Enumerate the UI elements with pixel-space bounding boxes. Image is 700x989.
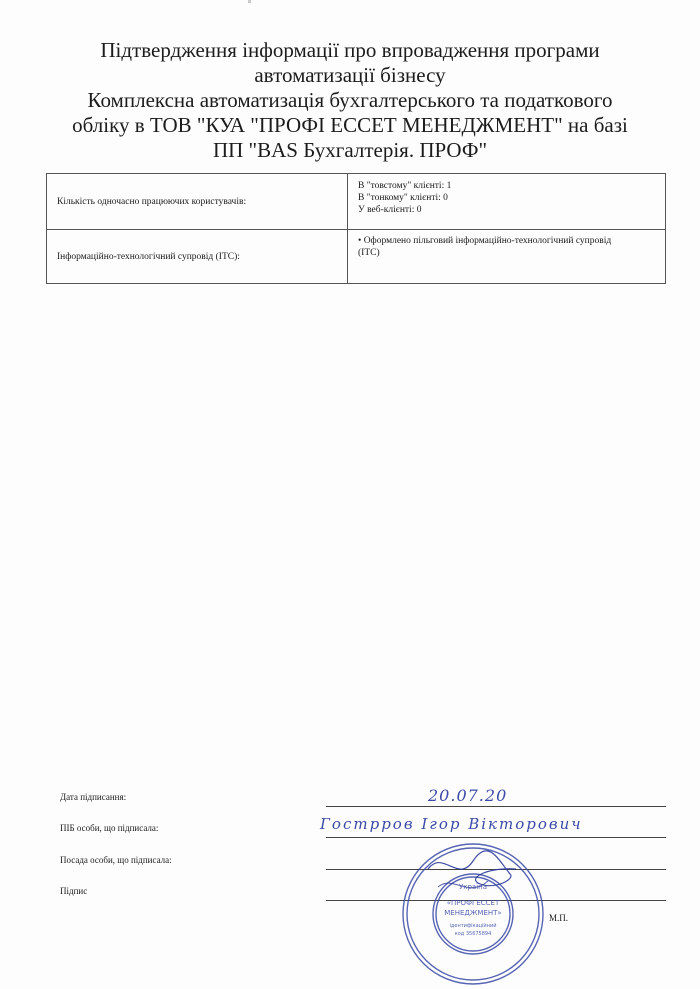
its-value-line-1: • Оформлено пільговий інформаційно-технологічний супровід	[358, 236, 612, 246]
handwritten-name: Гострров Ігор Вікторович	[320, 815, 583, 833]
signature-label: Підпис	[60, 886, 88, 896]
web-client-count: У веб-клієнті: 0	[358, 205, 422, 215]
svg-text:Україна: Україна	[458, 883, 488, 891]
thick-client-count: В "товстому" клієнті: 1	[358, 181, 452, 191]
its-value-line-2: (ІТС)	[358, 248, 380, 258]
table-row-users	[47, 174, 666, 230]
thin-client-count: В "тонкому" клієнті: 0	[358, 193, 448, 203]
company-seal	[398, 839, 548, 989]
name-label: ПІБ особи, що підписала:	[60, 823, 159, 833]
svg-text:ідентифікаційний: ідентифікаційний	[449, 923, 497, 929]
document-title	[40, 38, 660, 163]
svg-text:«ПРОФІ ЕССЕТ: «ПРОФІ ЕССЕТ	[446, 899, 500, 907]
title-line-5: ПП "BAS Бухгалтерія. ПРОФ"	[212, 138, 488, 162]
seal-place-label: М.П.	[549, 913, 569, 923]
svg-text:МЕНЕДЖМЕНТ»: МЕНЕДЖМЕНТ»	[444, 909, 502, 917]
name-line	[326, 837, 666, 838]
users-label: Кількість одночасно працюючих користувачів:	[47, 174, 348, 230]
table-row-its	[47, 230, 666, 284]
handwritten-date: 20.07.20	[428, 786, 508, 805]
title-line-2: автоматизації бізнесу	[254, 63, 446, 87]
its-label: Інформаційно-технологічний супровід (ІТС):	[47, 230, 348, 284]
date-label: Дата підписання:	[60, 792, 127, 802]
info-table	[46, 173, 666, 284]
title-line-3: Комплексна автоматизація бухгалтерського та податкового	[87, 88, 613, 112]
title-line-1: Підтвердження інформації про впровадження програми	[100, 38, 600, 62]
its-values	[348, 230, 666, 284]
svg-text:код 35675894: код 35675894	[454, 931, 492, 937]
title-line-4: обліку в ТОВ "КУА "ПРОФІ ЕССЕТ МЕНЕДЖМЕНТ" на базі	[72, 113, 628, 137]
users-values	[348, 174, 666, 230]
position-label: Посада особи, що підписала:	[60, 855, 172, 865]
date-line	[326, 806, 666, 807]
scan-speck	[248, 0, 251, 3]
